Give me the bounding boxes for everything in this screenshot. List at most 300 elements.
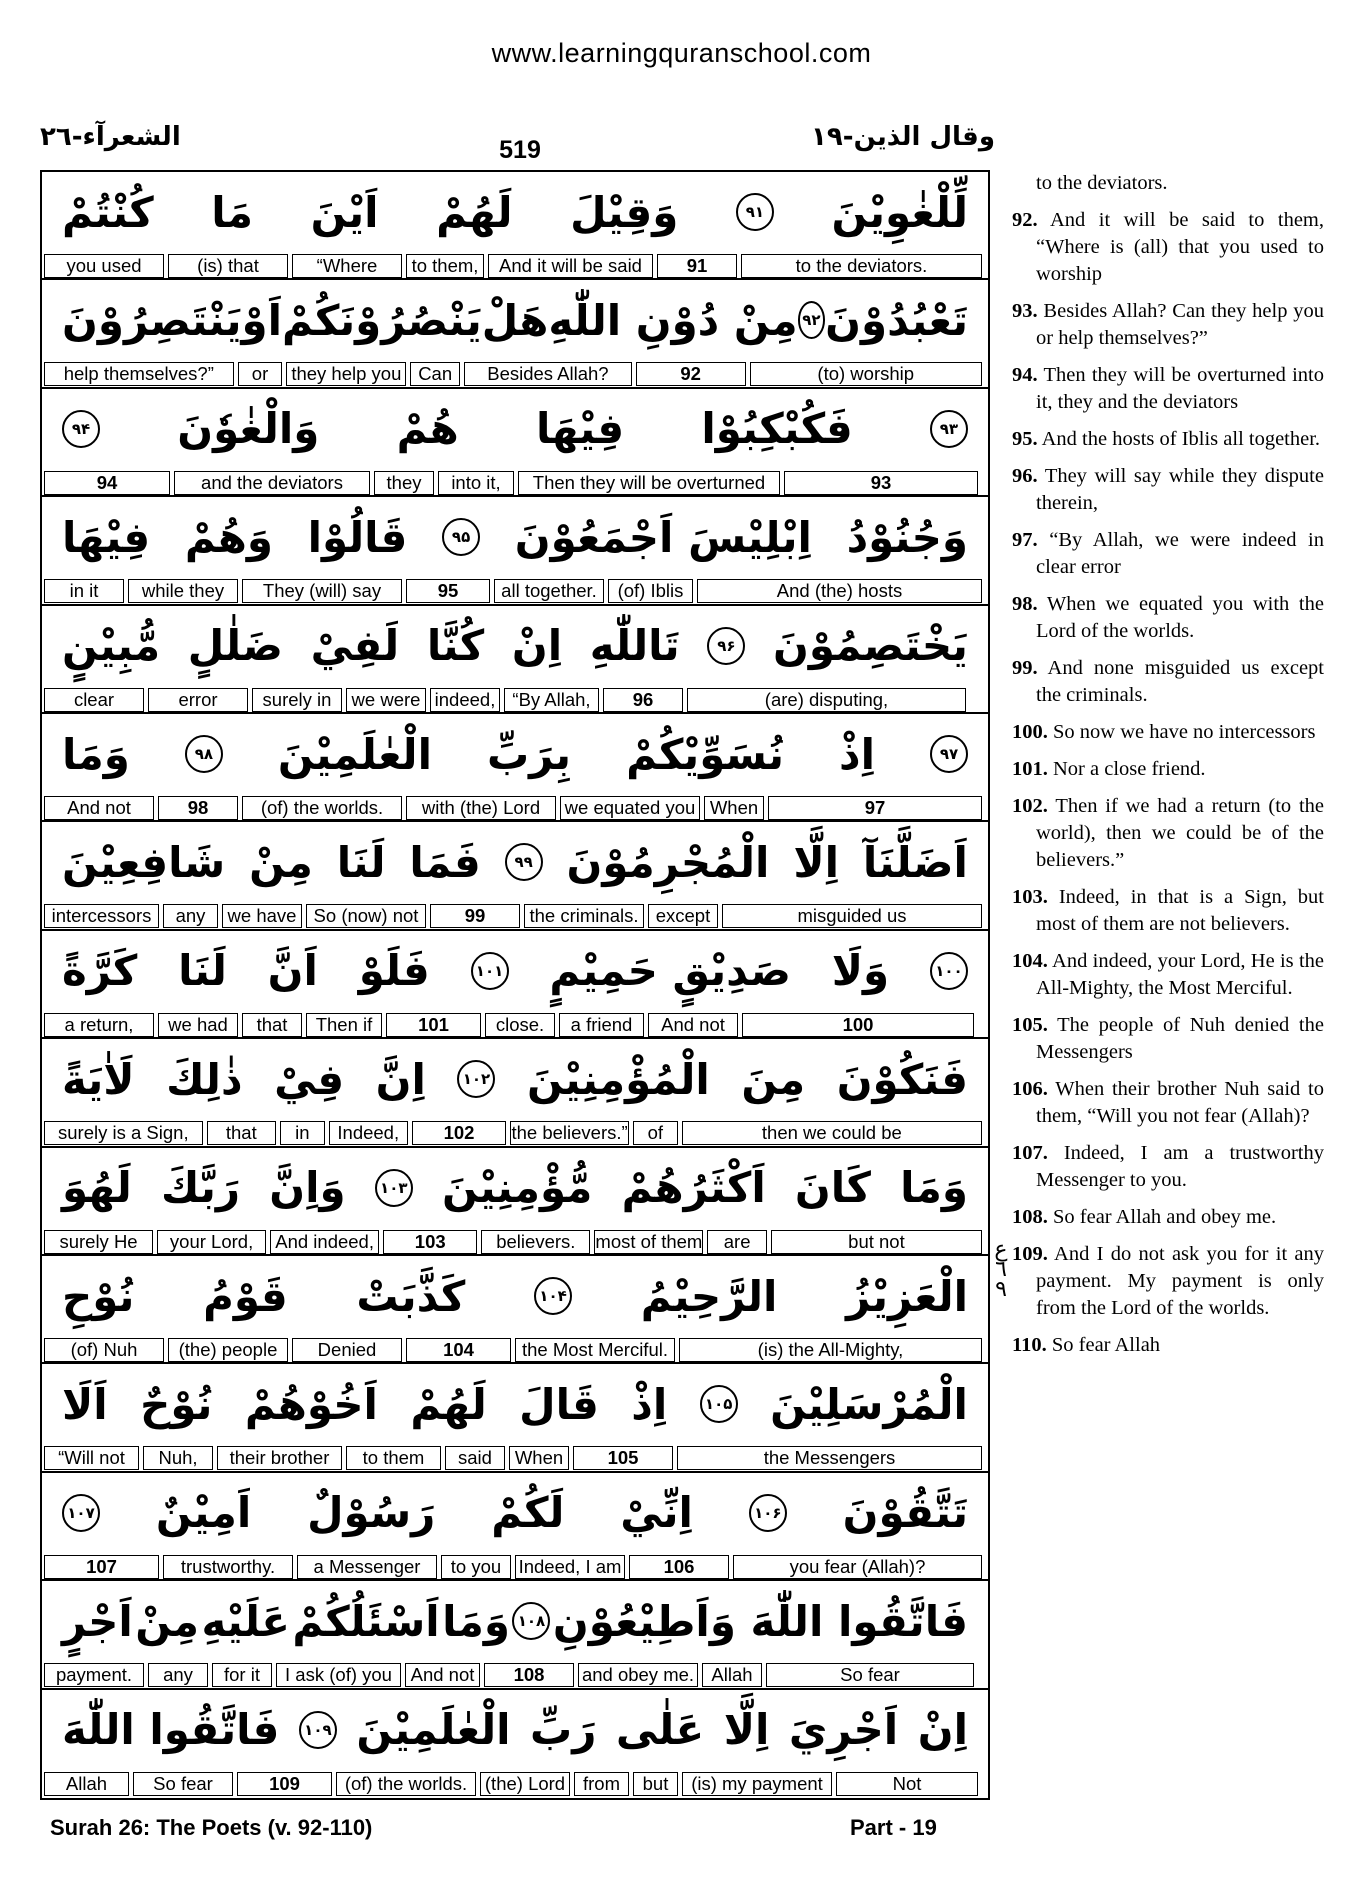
gloss-word: the Messengers — [677, 1446, 982, 1470]
gloss-word: with (the) Lord — [406, 796, 556, 820]
arabic-word: كَانَ — [794, 1163, 871, 1213]
arabic-line — [48, 1258, 982, 1334]
arabic-word: كُنَّا — [426, 621, 485, 671]
gloss-word: close. — [485, 1013, 555, 1037]
arabic-word: اَكْثَرُهُمْ — [621, 1163, 766, 1213]
arabic-word: قَالَ — [519, 1379, 599, 1429]
gloss-word: and the deviators — [174, 471, 370, 495]
translation-item — [1012, 1332, 1324, 1359]
arabic-word: اَسْئَلُكُمْ — [292, 1596, 440, 1646]
ayah-number-mark: ۱۰۹ — [299, 1711, 337, 1749]
arabic-word: نُوْحِ — [62, 1271, 135, 1321]
gloss-row — [44, 1446, 982, 1470]
arabic-line — [48, 1150, 982, 1226]
gloss-word: And not — [44, 796, 154, 820]
gloss-word: to them — [346, 1446, 441, 1470]
arabic-word: اِنْ — [511, 621, 563, 671]
arabic-word: مَا — [211, 187, 253, 237]
gloss-row — [44, 1772, 982, 1796]
arabic-word: فِيْهَا — [62, 512, 151, 562]
arabic-word: فِيْهَا — [535, 404, 625, 454]
translation-item — [1012, 719, 1324, 746]
arabic-word: هُمْ — [396, 404, 459, 454]
translation-item — [1012, 463, 1324, 517]
verse-block — [42, 280, 988, 388]
gloss-word: you used — [44, 254, 164, 278]
gloss-word: to them, — [406, 254, 484, 278]
translation-text: Indeed, I am a trustworthy Messenger to you. — [1036, 1142, 1324, 1191]
gloss-verse-number: 97 — [768, 796, 982, 820]
site-url: www.learningquranschool.com — [491, 38, 872, 68]
translation-verse-number: 100. — [1012, 721, 1048, 743]
gloss-row — [44, 1663, 982, 1687]
translation-verse-number: 106. — [1012, 1078, 1048, 1100]
arabic-word: لَهُمْ — [436, 187, 513, 237]
gloss-word: (of) the worlds. — [336, 1772, 476, 1796]
gloss-word: Not — [836, 1772, 978, 1796]
arabic-word: بِرَبِّ — [486, 729, 572, 779]
arabic-word: الْعَزِيْزُ — [846, 1271, 968, 1321]
gloss-row — [44, 471, 982, 495]
translation-text: The people of Nuh denied the Messengers — [1036, 1014, 1324, 1063]
arabic-word: وَاِنَّ — [269, 1163, 346, 1213]
juz-name-header: وقال الذين-١٩ — [811, 122, 995, 152]
translation-column — [1012, 170, 1324, 1369]
arabic-word: يَنْصُرُوْنَكُمْ — [282, 295, 482, 345]
arabic-word: اَجْرِيَ — [788, 1705, 899, 1755]
gloss-word: Denied — [292, 1338, 402, 1362]
arabic-line — [48, 716, 982, 792]
gloss-word: (is) that — [168, 254, 288, 278]
translation-text: So fear Allah — [1051, 1334, 1161, 1356]
gloss-row — [44, 1013, 982, 1037]
arabic-word: شَافِعِيْنَ — [62, 837, 226, 887]
verse-block — [42, 1690, 988, 1798]
arabic-line — [48, 174, 982, 250]
gloss-verse-number: 94 — [44, 471, 170, 495]
translation-verse-number: 92. — [1012, 209, 1038, 231]
translation-verse-number: 108. — [1012, 1206, 1048, 1228]
gloss-verse-number: 105 — [573, 1446, 673, 1470]
arabic-word: اِلَّا — [723, 1705, 770, 1755]
arabic-word: يَخْتَصِمُوْنَ — [773, 621, 968, 671]
arabic-line — [48, 1583, 982, 1659]
gloss-row — [44, 254, 982, 278]
translation-item — [1012, 655, 1324, 709]
translation-item — [1012, 591, 1324, 645]
gloss-word: help themselves?” — [44, 362, 234, 386]
ayah-number-mark: ۱۰۸ — [512, 1602, 550, 1640]
ayah-number-mark: ۹۱ — [736, 193, 774, 231]
gloss-word: the believers.” — [511, 1122, 628, 1144]
gloss-word: the Most Merciful. — [515, 1338, 675, 1362]
arabic-line — [48, 1475, 982, 1551]
gloss-word: When — [509, 1446, 569, 1470]
gloss-row — [44, 1338, 982, 1362]
arabic-line — [48, 608, 982, 684]
translation-item — [1012, 527, 1324, 581]
arabic-word: عَلَيْهِ — [201, 1596, 290, 1646]
gloss-word: or — [238, 362, 283, 386]
gloss-verse-number: 93 — [784, 471, 978, 495]
translation-verse-number: 102. — [1012, 795, 1048, 817]
arabic-line — [48, 933, 982, 1009]
gloss-word: you fear (Allah)? — [733, 1555, 982, 1579]
arabic-word: اِنْ — [917, 1705, 968, 1755]
arabic-line — [48, 282, 982, 358]
footer-part: Part - 19 — [850, 1815, 937, 1840]
gloss-word: payment. — [44, 1663, 144, 1687]
translation-item — [1012, 948, 1324, 1002]
translation-item — [1012, 207, 1324, 288]
gloss-verse-number: 100 — [742, 1013, 974, 1037]
translation-text: And it will be said to them, “Where is (all) that you used to worship — [1036, 209, 1324, 285]
gloss-verse-number: 108 — [484, 1663, 574, 1687]
arabic-word: اِنِّيْ — [620, 1488, 693, 1538]
arabic-word: نُسَوِّيْكُمْ — [626, 729, 785, 779]
gloss-word: a Messenger — [297, 1555, 437, 1579]
verse-block — [42, 606, 988, 714]
translation-text: Besides Allah? Can they help you or help themselves?” — [1036, 300, 1324, 349]
gloss-word: Indeed, I am — [515, 1555, 625, 1579]
gloss-verse-number: 103 — [383, 1230, 477, 1254]
arabic-word: رَسُوْلٌ — [307, 1488, 436, 1538]
gloss-verse-number: 104 — [406, 1338, 511, 1362]
arabic-word: لَكُمْ — [491, 1488, 565, 1538]
arabic-word: فَاتَّقُوا اللّٰهَ وَاَطِيْعُوْنِ — [552, 1596, 968, 1646]
gloss-word: we equated you — [560, 796, 700, 820]
arabic-line — [48, 1366, 982, 1442]
arabic-word: وَلَا — [831, 946, 890, 996]
verse-block — [42, 1256, 988, 1364]
arabic-word: فَاتَّقُوا اللّٰهَ — [62, 1705, 280, 1755]
gloss-word: (of) Nuh — [44, 1338, 164, 1362]
gloss-word: to the deviators. — [741, 254, 982, 278]
translation-verse-number: 109. — [1012, 1243, 1048, 1265]
arabic-word: ضَلٰلٍ — [187, 621, 283, 671]
gloss-word: I ask (of) you — [276, 1663, 401, 1687]
translation-item — [1012, 793, 1324, 874]
verse-block — [42, 172, 988, 280]
gloss-word: (is) the All-Mighty, — [679, 1338, 982, 1362]
translation-verse-number: 93. — [1012, 300, 1038, 322]
gloss-word: (of) the worlds. — [242, 796, 402, 820]
translation-item — [1012, 1140, 1324, 1194]
arabic-word: الرَّحِيْمُ — [640, 1271, 778, 1321]
arabic-word: اِنَّ — [375, 1054, 426, 1104]
gloss-verse-number: 99 — [430, 904, 520, 928]
gloss-word: (is) my payment — [682, 1772, 832, 1796]
gloss-word: all together. — [494, 579, 604, 603]
gloss-word: in — [280, 1121, 325, 1145]
translation-item — [1012, 170, 1324, 197]
arabic-word: كَرَّةً — [62, 946, 138, 996]
arabic-word: لَاٰيَةً — [62, 1054, 135, 1104]
arabic-word: لَهُوَ — [62, 1163, 132, 1213]
arabic-word: صَدِيْقٍ حَمِيْمٍ — [549, 946, 791, 996]
gloss-word: Can — [410, 362, 460, 386]
gloss-word: the criminals. — [524, 904, 644, 928]
arabic-word: اِذْ — [631, 1379, 668, 1429]
gloss-word: Then if — [306, 1013, 382, 1037]
arabic-line — [48, 499, 982, 575]
arabic-word: لَنَا — [336, 837, 386, 887]
arabic-word: اِذْ — [839, 729, 875, 779]
arabic-word: كَذَّبَتْ — [356, 1271, 466, 1321]
gloss-word: they — [374, 471, 434, 495]
arabic-word: نُوْحٌ — [140, 1379, 213, 1429]
arabic-word: الْمُؤْمِنِيْنَ — [527, 1054, 710, 1104]
ruku-mark: ع ٦ ٩ — [994, 1237, 1008, 1302]
gloss-word: while they — [128, 579, 238, 603]
gloss-row — [44, 1230, 982, 1254]
gloss-word: trustworthy. — [163, 1555, 293, 1579]
arabic-word: الْعٰلَمِيْنَ — [277, 729, 432, 779]
arabic-word: فِيْ — [274, 1054, 345, 1104]
verse-block — [42, 931, 988, 1039]
translation-item — [1012, 1076, 1324, 1130]
gloss-word: any — [148, 1663, 208, 1687]
translation-verse-number: 104. — [1012, 950, 1048, 972]
arabic-word: لَفِيْ — [310, 621, 400, 671]
gloss-word: that — [207, 1121, 276, 1145]
gloss-row — [44, 362, 982, 386]
gloss-word: “Will not — [44, 1446, 139, 1470]
ayah-number-mark: ۱۰۷ — [62, 1494, 100, 1532]
gloss-verse-number: 101 — [386, 1013, 481, 1037]
verse-block — [42, 1364, 988, 1472]
translation-text: to the deviators. — [1036, 172, 1168, 194]
gloss-word: believers. — [481, 1230, 590, 1254]
gloss-word: surely is a Sign, — [44, 1121, 203, 1145]
ayah-number-mark: ۱۰۰ — [930, 952, 968, 990]
arabic-word: مِنْ دُوْنِ اللّٰهِ — [548, 295, 798, 345]
gloss-word: intercessors — [44, 904, 159, 928]
gloss-word: a friend — [559, 1013, 644, 1037]
translation-text: Then they will be overturned into it, they and the deviators — [1036, 364, 1325, 413]
translation-text: And the hosts of Iblis all together. — [1041, 428, 1321, 450]
translation-item — [1012, 426, 1324, 453]
translation-text: And I do not ask you for it any payment. My payment is only from the Lord of the worlds. — [1036, 1243, 1325, 1319]
gloss-verse-number: 106 — [629, 1555, 729, 1579]
gloss-row — [44, 1121, 982, 1145]
verse-block — [42, 1148, 988, 1256]
gloss-word: any — [163, 904, 218, 928]
gloss-word: are — [707, 1230, 766, 1254]
gloss-word: we had — [158, 1013, 238, 1037]
gloss-word: They (will) say — [242, 579, 402, 603]
gloss-word: (the) Lord — [480, 1772, 570, 1796]
gloss-word: Nuh, — [143, 1446, 213, 1470]
ayah-number-mark: ۱۰۳ — [375, 1169, 413, 1207]
gloss-word: for it — [212, 1663, 272, 1687]
arabic-line — [48, 1692, 982, 1768]
translation-item — [1012, 298, 1324, 352]
arabic-word: الْمُجْرِمُوْنَ — [566, 837, 770, 887]
arabic-word: اَخُوْهُمْ — [244, 1379, 378, 1429]
arabic-word: مِنْ — [135, 1596, 200, 1646]
footer-surah-title: Surah 26: The Poets (v. 92-110) — [50, 1815, 373, 1840]
ayah-number-mark: ۱۰۱ — [471, 952, 509, 990]
gloss-word: surely in — [252, 688, 342, 712]
translation-text: They will say while they dispute therein, — [1036, 465, 1324, 514]
gloss-word: into it, — [438, 471, 514, 495]
translation-verse-number: 99. — [1012, 657, 1038, 679]
gloss-word: And indeed, — [270, 1230, 379, 1254]
arabic-word: لَنَا — [178, 946, 227, 996]
translation-verse-number: 95. — [1012, 428, 1038, 450]
gloss-word: of — [633, 1121, 678, 1145]
gloss-verse-number: 91 — [657, 254, 737, 278]
gloss-word: to you — [441, 1555, 511, 1579]
translation-text: When their brother Nuh said to them, “Will you not fear (Allah)? — [1036, 1078, 1324, 1127]
arabic-word: الْمُرْسَلِيْنَ — [770, 1379, 968, 1429]
arabic-word: قَالُوْا — [307, 512, 408, 562]
arabic-word: عَلٰى — [615, 1705, 705, 1755]
gloss-word: error — [148, 688, 248, 712]
translation-item — [1012, 1204, 1324, 1231]
arabic-word: وَمَا — [442, 1596, 510, 1646]
translation-verse-number: 97. — [1012, 529, 1038, 551]
gloss-word: from — [574, 1772, 629, 1796]
arabic-word: اَيْنَ — [310, 187, 379, 237]
arabic-word: لِّلْغٰوِيْنَ — [831, 187, 968, 237]
gloss-word: your Lord, — [157, 1230, 266, 1254]
translation-verse-number: 96. — [1012, 465, 1038, 487]
arabic-word: يَنْتَصِرُوْنَ — [62, 295, 242, 345]
translation-item — [1012, 884, 1324, 938]
arabic-word: اَلَا — [62, 1379, 108, 1429]
gloss-word: their brother — [217, 1446, 342, 1470]
arabic-word: اَنَّ — [267, 946, 318, 996]
ayah-number-mark: ۹۲ — [798, 301, 825, 339]
translation-verse-number: 110. — [1012, 1334, 1047, 1356]
arabic-word: تَتَّقُوْنَ — [842, 1488, 968, 1538]
gloss-word: most of them — [595, 1230, 703, 1252]
arabic-word: تَعْبُدُوْنَ — [825, 295, 968, 345]
gloss-word: “By Allah, — [504, 688, 599, 712]
gloss-word: (are) disputing, — [687, 688, 966, 712]
arabic-word: مُّبِيْنٍ — [62, 621, 161, 671]
arabic-word: مِنْ — [249, 837, 313, 887]
arabic-line — [48, 1041, 982, 1117]
gloss-word: And it will be said — [488, 254, 653, 278]
gloss-word: Allah — [44, 1772, 129, 1796]
translation-text: When we equated you with the Lord of the worlds. — [1036, 593, 1324, 642]
translation-item — [1012, 756, 1324, 783]
gloss-word: said — [445, 1446, 505, 1470]
translation-text: So fear Allah and obey me. — [1053, 1206, 1277, 1228]
gloss-word: Then they will be overturned — [518, 471, 780, 495]
gloss-row — [44, 579, 982, 603]
arabic-word: اَوْ — [241, 295, 283, 345]
arabic-word: اَضَلَّنَآ — [862, 837, 968, 887]
translation-verse-number: 94. — [1012, 364, 1038, 386]
gloss-row — [44, 1555, 982, 1579]
arabic-word: ذٰلِكَ — [166, 1054, 243, 1104]
arabic-word: قَوْمُ — [203, 1271, 288, 1321]
gloss-word: So fear — [766, 1663, 974, 1687]
gloss-word: and obey me. — [578, 1663, 698, 1687]
gloss-word: “Where — [292, 254, 402, 278]
gloss-word: indeed, — [430, 688, 500, 712]
ayah-number-mark: ۹۴ — [62, 410, 100, 448]
arabic-word: وَالْغٰوٗنَ — [177, 404, 320, 454]
verse-block — [42, 714, 988, 822]
gloss-word: (the) people — [168, 1338, 288, 1362]
gloss-word: Indeed, — [329, 1121, 408, 1145]
arabic-line — [48, 391, 982, 467]
arabic-word: الْعٰلَمِيْنَ — [356, 1705, 511, 1755]
gloss-row — [44, 688, 982, 712]
arabic-line — [48, 824, 982, 900]
translation-item — [1012, 1012, 1324, 1066]
translation-text: So now we have no intercessors — [1053, 721, 1316, 743]
arabic-word: فَمَا — [409, 837, 481, 887]
arabic-word: وَمَا — [62, 729, 130, 779]
translation-text: Then if we had a return (to the world), then we could be of the believers.” — [1036, 795, 1324, 871]
arabic-word: كُنْتُمْ — [62, 187, 154, 237]
arabic-word: مُّؤْمِنِيْنَ — [441, 1163, 593, 1213]
gloss-word: a return, — [44, 1013, 154, 1037]
gloss-word: And (the) hosts — [697, 579, 982, 603]
arabic-word: وَجُنُوْدُ — [846, 512, 968, 562]
gloss-word: misguided us — [722, 904, 982, 928]
translation-item — [1012, 362, 1324, 416]
ayah-number-mark: ۹۵ — [442, 518, 480, 556]
gloss-word: clear — [44, 688, 144, 712]
arabic-word: رَبِّ — [530, 1705, 597, 1755]
translation-verse-number: 105. — [1012, 1014, 1048, 1036]
gloss-word: but — [633, 1772, 678, 1796]
arabic-word: اَمِيْنٌ — [155, 1488, 252, 1538]
arabic-word: فَنَكُوْنَ — [836, 1054, 968, 1104]
gloss-verse-number: 95 — [406, 579, 490, 603]
gloss-verse-number: 109 — [237, 1772, 332, 1796]
arabic-word: وَمَا — [900, 1163, 968, 1213]
gloss-verse-number: 107 — [44, 1555, 159, 1579]
gloss-word: (of) Iblis — [608, 579, 693, 603]
gloss-verse-number: 96 — [603, 688, 683, 712]
translation-text: “By Allah, we were indeed in clear error — [1036, 529, 1325, 578]
gloss-word: And not — [648, 1013, 738, 1037]
ayah-number-mark: ۹۷ — [930, 735, 968, 773]
gloss-word: we were — [346, 688, 426, 712]
gloss-word: we have — [222, 904, 302, 928]
translation-text: Nor a close friend. — [1053, 758, 1206, 780]
arabic-word: وَقِيْلَ — [570, 187, 679, 237]
arabic-word: اِبْلِيْسَ اَجْمَعُوْنَ — [514, 512, 812, 562]
gloss-word: but not — [771, 1230, 982, 1254]
arabic-word: اِلَّا — [793, 837, 839, 887]
ayah-number-mark: ۱۰۵ — [700, 1385, 738, 1423]
translation-verse-number: 98. — [1012, 593, 1038, 615]
verse-block — [42, 822, 988, 930]
gloss-word: in it — [44, 579, 124, 603]
gloss-word: (to) worship — [750, 362, 982, 386]
gloss-verse-number: 98 — [158, 796, 238, 820]
gloss-word: Allah — [702, 1663, 762, 1687]
arabic-word: فَلَوْ — [358, 946, 430, 996]
gloss-row — [44, 796, 982, 820]
ayah-number-mark: ۹۳ — [930, 410, 968, 448]
arabic-word: تَاللّٰهِ — [589, 621, 680, 671]
translation-text: Indeed, in that is a Sign, but most of them are not believers. — [1036, 886, 1324, 935]
gloss-word: So (now) not — [306, 904, 426, 928]
gloss-verse-number: 92 — [636, 362, 746, 386]
translation-verse-number: 101. — [1012, 758, 1048, 780]
ayah-number-mark: ۹۶ — [707, 627, 745, 665]
